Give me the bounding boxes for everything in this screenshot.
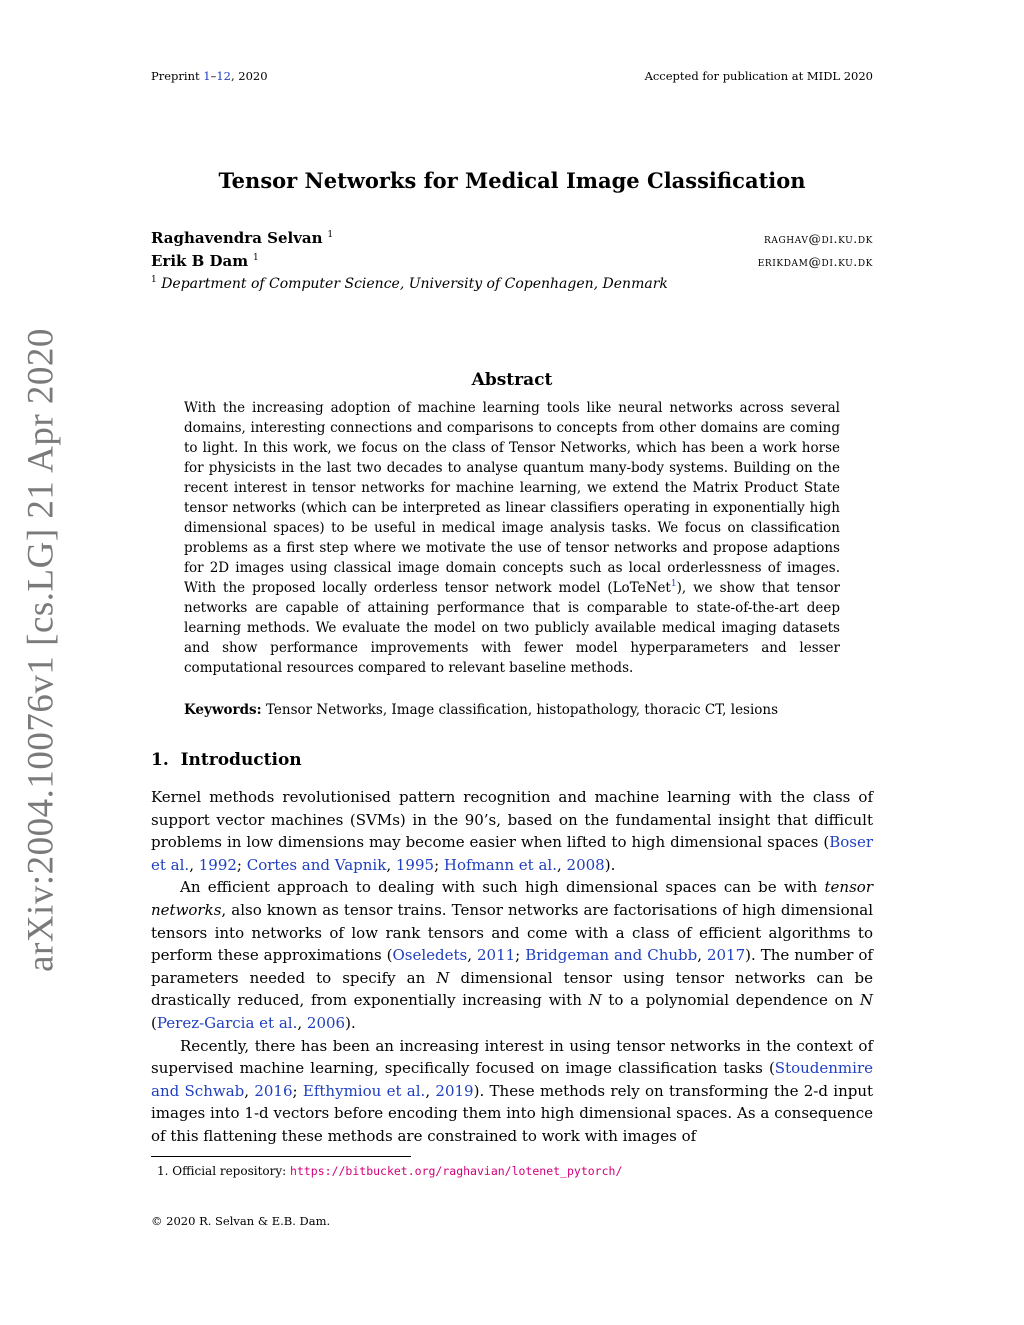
- citation-link[interactable]: Cortes and Vapnik: [246, 855, 387, 874]
- paragraph: Kernel methods revolutionised pattern recognition and machine learning with the class of support vector machines (SVMs) in the 90’s, based on the fundamental insight that difficult problems in low dimensions may become easier when lifted to high dimensional spaces (Boser et al., 1992; Cortes and Vapnik, 1995; Hofmann et al., 2008).: [151, 788, 873, 874]
- paragraph-text: ). The number of parameters needed to specify an: [151, 946, 873, 987]
- author-name: Raghavendra Selvan: [151, 229, 323, 247]
- paragraph-text: An efficient approach to dealing with such high dimensional spaces can be with: [180, 878, 825, 897]
- pages-separator: –: [210, 69, 217, 83]
- section-title: Introduction: [180, 750, 302, 770]
- keywords-line: [184, 700, 840, 720]
- author-row: [151, 251, 873, 271]
- paragraph-text: ).: [345, 1013, 356, 1032]
- abstract-body: [184, 398, 840, 678]
- preprint-label: Preprint: [151, 69, 200, 83]
- citation-link[interactable]: Perez-Garcia et al.: [156, 1013, 298, 1032]
- citation-year-link[interactable]: 2016: [254, 1081, 293, 1100]
- keywords-text: Tensor Networks, Image classification, histopathology, thoracic CT, lesions: [265, 702, 779, 718]
- paragraph: Recently, there has been an increasing interest in using tensor networks in the context of supervised machine learning, specifically focused on image classification tasks (Stoudenmire and Schwab, 2016; Efthymiou et al., 2019). These methods rely on transforming the 2-d input images into 1-d vectors before encoding them into high dimensional spaces. As a consequence of this flattening these methods are constrained to work with images of: [151, 1036, 874, 1145]
- citation-link[interactable]: Oseledets: [392, 946, 468, 965]
- paragraph-text: ). These methods rely on transforming the 2-d input images into 1-d vectors before encoding them into high dimensional spaces. As a consequence of this flattening these methods are constrained to work with images of: [151, 1081, 874, 1145]
- author-affiliation-mark: 1: [327, 230, 334, 240]
- citation-link[interactable]: Boser et al.: [151, 833, 873, 874]
- copyright-text: 2020 R. Selvan & E.B. Dam.: [166, 1214, 331, 1228]
- running-header-venue: Accepted for publication at MIDL 2020: [644, 69, 873, 83]
- introduction-body: [151, 786, 873, 1148]
- author-name: Erik B Dam: [151, 252, 249, 270]
- pages-start-link[interactable]: 1: [203, 69, 211, 83]
- author-row: [151, 228, 873, 248]
- author-affiliation-mark: 1: [252, 253, 259, 263]
- math-symbol: N: [859, 991, 873, 1010]
- footnote-ref-link[interactable]: 1: [670, 579, 677, 589]
- citation-link[interactable]: Bridgeman and Chubb: [525, 946, 698, 965]
- citation-year-link[interactable]: 2008: [566, 855, 605, 874]
- section-heading: [151, 749, 302, 771]
- running-header-left: [151, 69, 268, 83]
- footnote-label: Official repository:: [172, 1164, 287, 1178]
- copyright-line: [151, 1214, 330, 1228]
- paragraph-text: Recently, there has been an increasing interest in using tensor networks in the context of supervised machine learning, specifically focused on image classification tasks (: [151, 1036, 873, 1078]
- citation-link[interactable]: Efthymiou et al.: [302, 1081, 426, 1100]
- citation-link[interactable]: Stoudenmire and Schwab: [151, 1059, 873, 1100]
- affiliation-line: [151, 275, 668, 293]
- paragraph-text: , also known as tensor trains. Tensor networks are factorisations of high dimensional tensors into networks of low rank tensors and come with a class of efficient algorithms to perform these approximations (: [151, 900, 873, 965]
- abstract-text-part2: ), we show that tensor networks are capable of attaining performance that is comparable to state-of-the-art deep learning methods. We evaluate the model on two publicly available medical imaging datasets and show performance improvements with fewer model hyperparameters and lesser computational resources compared to relevant baseline methods.: [184, 580, 840, 676]
- citation-link[interactable]: Hofmann et al.: [443, 855, 557, 874]
- paragraph-text: (: [151, 1013, 157, 1032]
- math-symbol: N: [588, 991, 602, 1010]
- author-email: erikdam@di.ku.dk: [757, 254, 873, 269]
- paragraph-text: dimensional tensor using tensor networks can be drastically reduced, from exponentially increasing with: [151, 968, 874, 1010]
- footnote-number: 1.: [157, 1164, 169, 1178]
- author-email: raghav@di.ku.dk: [763, 231, 873, 246]
- abstract-text-part1: With the increasing adoption of machine learning tools like neural networks across several domains, interesting connections and comparisons to concepts from other domains are coming to light. In this work, we focus on the class of Tensor Networks, which has been a work horse for physicists in the last two decades to analyse quantum many-body systems. Building on the recent interest in tensor networks for machine learning, we extend the Matrix Product State tensor networks (which can be interpreted as linear classifiers operating in exponentially high dimensional spaces) to be useful in medical image analysis tasks. We focus on classification problems as a first step where we motivate the use of tensor networks and propose adaptions for 2D images using classical image domain concepts such as local orderlessness of images. With the proposed locally orderless tensor network model (LoTeNet: [184, 400, 840, 596]
- footnote-divider: [151, 1156, 411, 1157]
- paragraph-text: ).: [604, 855, 616, 874]
- header-year: , 2020: [230, 69, 268, 83]
- citation-year-link[interactable]: 1995: [395, 855, 435, 874]
- paragraph: An efficient approach to dealing with such high dimensional spaces can be with tensor networks, also known as tensor trains. Tensor networks are factorisations of high dimensional tensors into networks of low rank tensors and come with a class of efficient algorithms to perform these approximations (Oseledets, 2011; Bridgeman and Chubb, 2017). The number of parameters needed to specify an N dimensional tensor using tensor networks can be drastically reduced, from exponentially increasing with N to a polynomial dependence on N (Perez-Garcia et al., 2006).: [151, 878, 874, 1032]
- arxiv-identifier-stamp: arXiv:2004.10076v1 [cs.LG] 21 Apr 2020: [20, 328, 62, 972]
- paper-title: Tensor Networks for Medical Image Classification: [218, 168, 806, 193]
- footnote: [157, 1163, 622, 1179]
- citation-year-link[interactable]: 2017: [706, 946, 746, 965]
- affiliation-text: Department of Computer Science, University of Copenhagen, Denmark: [161, 276, 668, 292]
- math-symbol: N: [436, 968, 450, 987]
- citation-year-link[interactable]: 2011: [476, 946, 516, 965]
- citation-year-link[interactable]: 2006: [306, 1013, 346, 1032]
- emphasis-text: tensor networks: [151, 878, 873, 919]
- repository-url-link[interactable]: https://bitbucket.org/raghavian/lotenet_pytorch/: [290, 1164, 623, 1178]
- citation-year-link[interactable]: 1992: [198, 855, 237, 874]
- paragraph-text: Kernel methods revolutionised pattern recognition and machine learning with the class of support vector machines (SVMs) in the 90’s, based on the fundamental insight that difficult problems in low dimensions may become easier when lifted to high dimensional spaces (: [151, 788, 873, 852]
- abstract-heading: Abstract: [471, 370, 553, 390]
- pages-end-link[interactable]: 12: [216, 69, 231, 83]
- paragraph-text: to a polynomial dependence on: [601, 991, 860, 1010]
- citation-year-link[interactable]: 2019: [435, 1081, 474, 1100]
- section-number: 1.: [151, 750, 169, 770]
- keywords-label: Keywords:: [184, 702, 262, 718]
- copyright-icon: ©: [151, 1214, 163, 1228]
- affiliation-mark: 1: [151, 275, 157, 285]
